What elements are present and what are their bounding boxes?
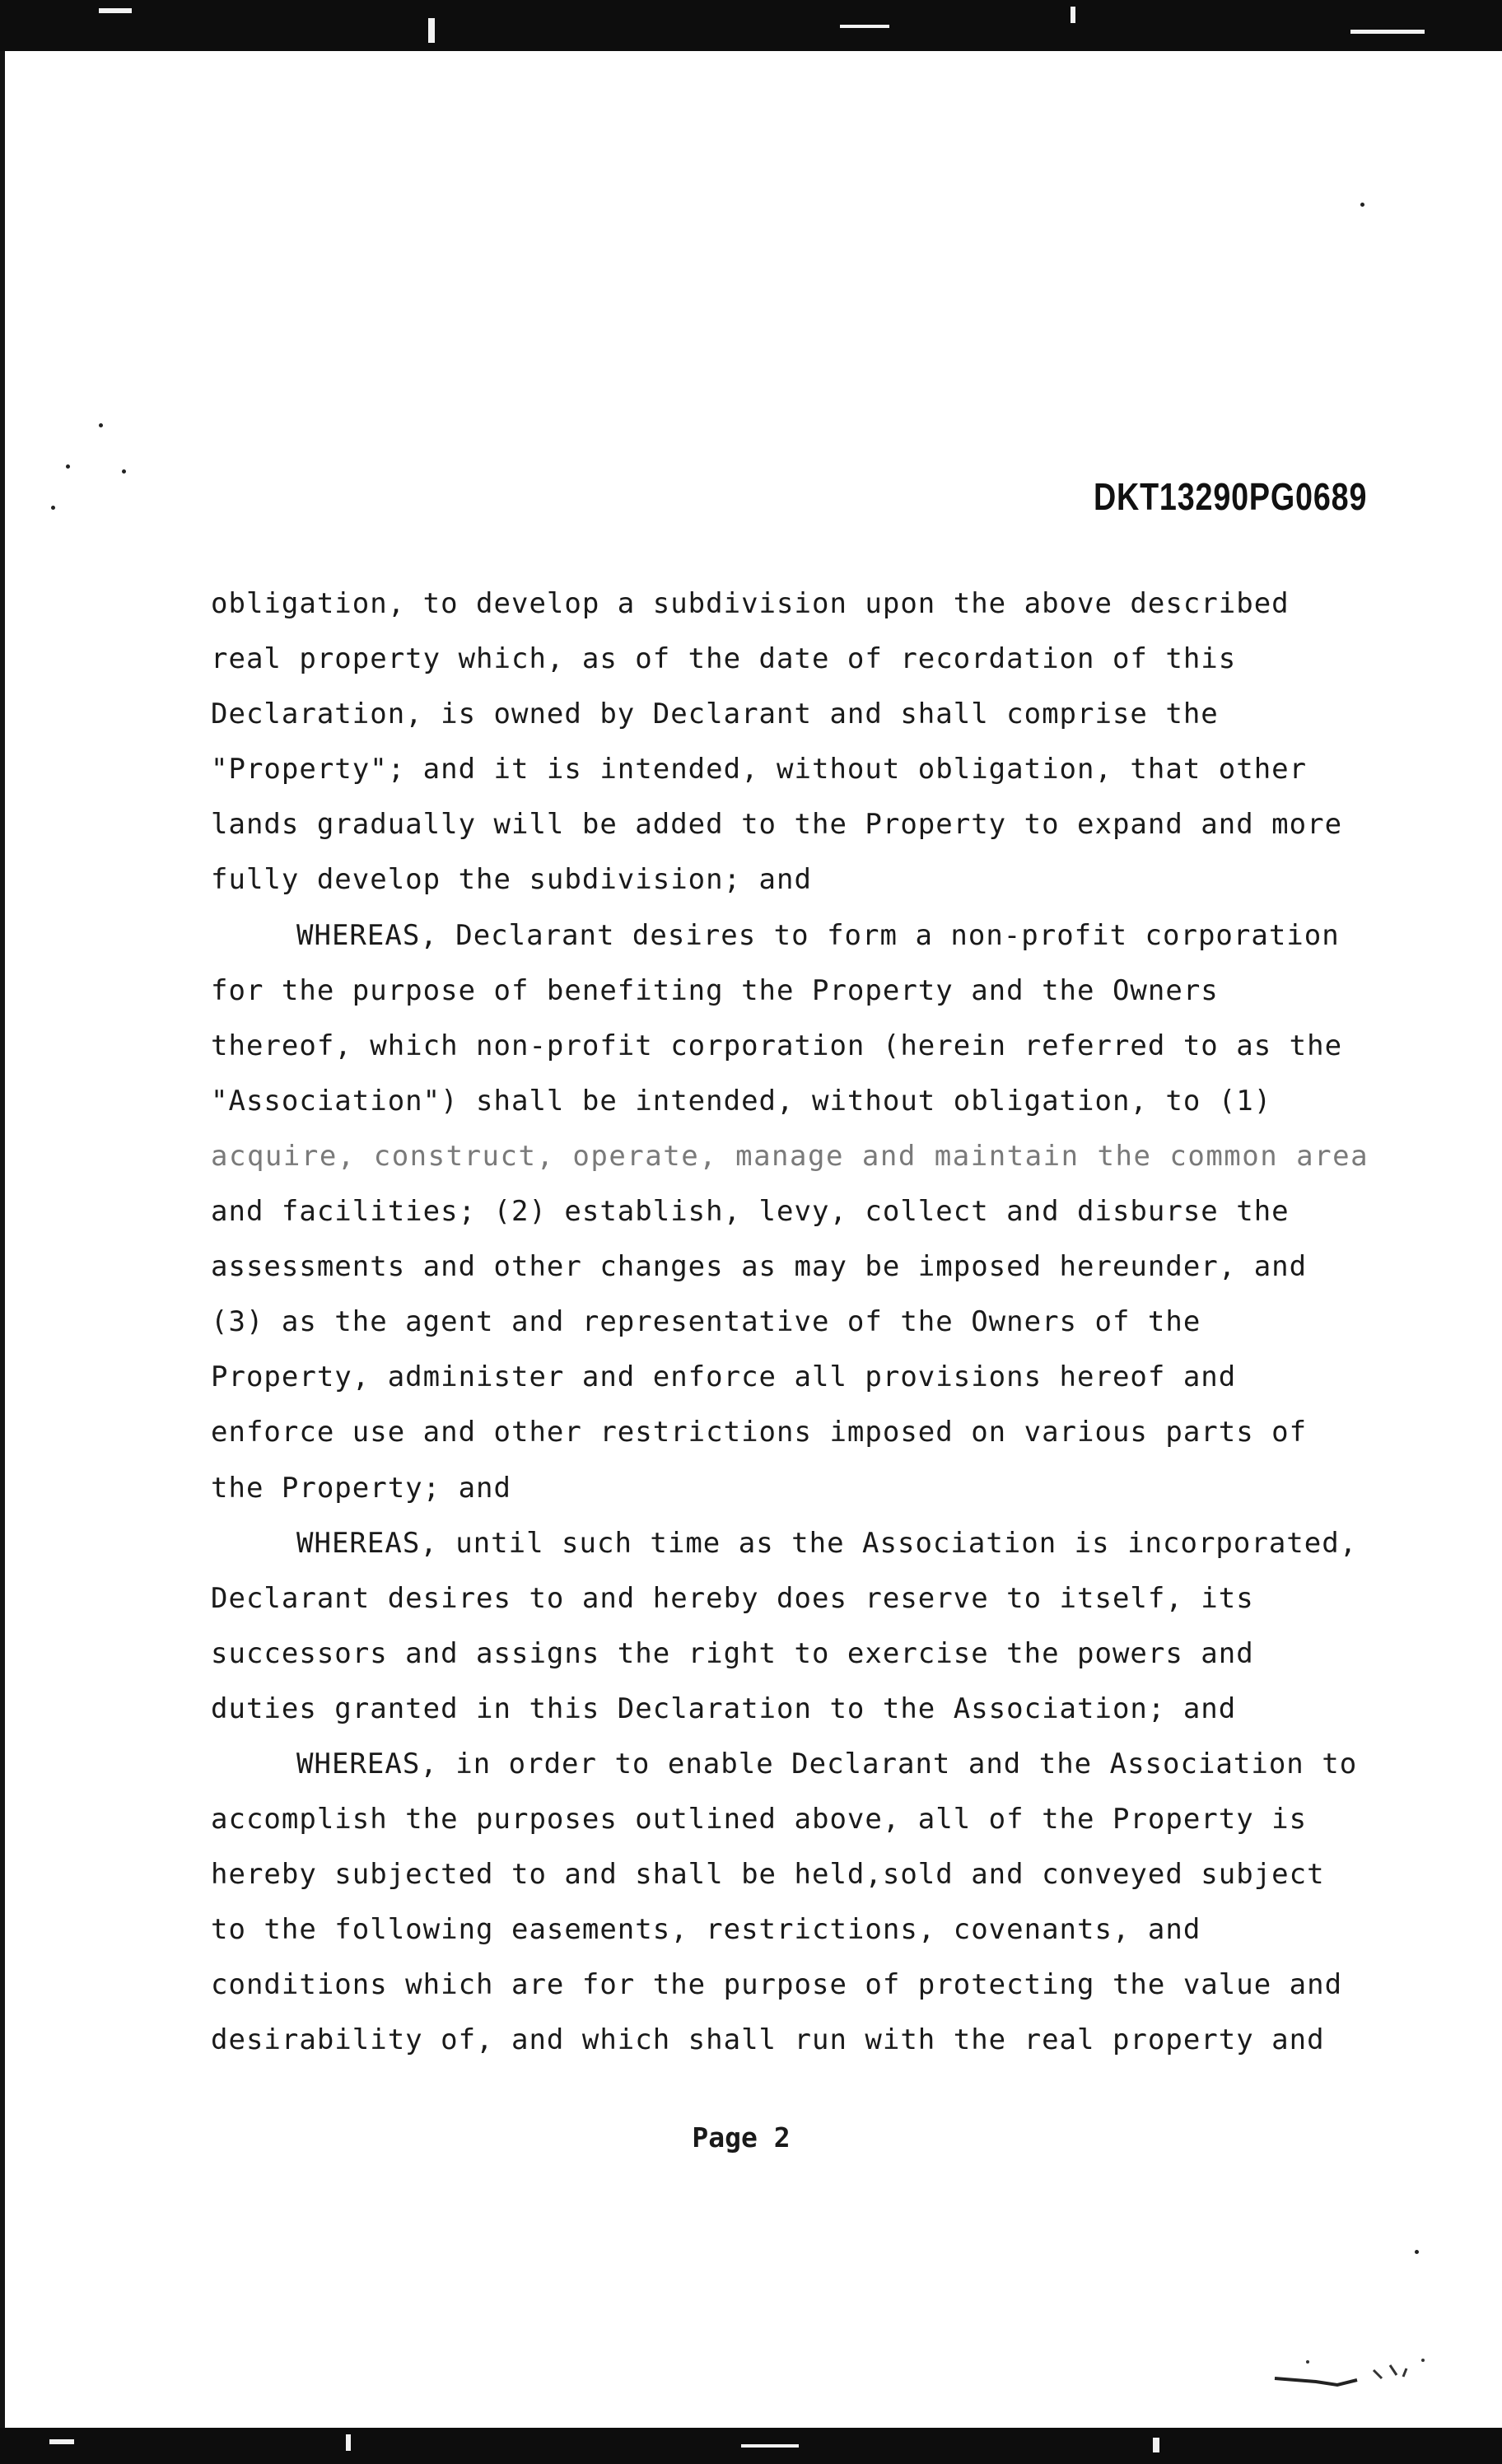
text-line: desirability of, and which shall run with the real property and bbox=[211, 2023, 1325, 2057]
text-line: successors and assigns the right to exercise the powers and bbox=[211, 1636, 1254, 1670]
scan-speck bbox=[66, 464, 70, 469]
paragraph bbox=[211, 1737, 1430, 2069]
text-line: duties granted in this Declaration to the Association; and bbox=[211, 1692, 1237, 1725]
text-line-faded: acquire, construct, operate, manage and maintain the common area bbox=[211, 1139, 1369, 1173]
scan-speck bbox=[99, 423, 103, 427]
text-line: conditions which are for the purpose of protecting the value and bbox=[211, 1968, 1343, 2002]
page-number: Page 2 bbox=[692, 2121, 791, 2154]
scan-border-top bbox=[0, 0, 1502, 51]
text-line: fully develop the subdivision; and bbox=[211, 863, 812, 897]
text-line: obligation, to develop a subdivision upon the above described bbox=[211, 587, 1290, 620]
text-line: for the purpose of benefiting the Property and the Owners bbox=[211, 973, 1219, 1007]
text-line: assessments and other changes as may be imposed hereunder, and bbox=[211, 1250, 1308, 1284]
text-line: and facilities; (2) establish, levy, collect and disburse the bbox=[211, 1195, 1290, 1229]
text-line: real property which, as of the date of recordation of this bbox=[211, 642, 1237, 676]
docket-number: DKT13290PG0689 bbox=[1093, 475, 1367, 518]
scan-speck bbox=[51, 506, 55, 510]
text-line: WHEREAS, until such time as the Association is incorporated, bbox=[296, 1526, 1358, 1560]
text-line: Declarant desires to and hereby does reserve to itself, its bbox=[211, 1581, 1254, 1615]
scan-speck bbox=[1415, 2250, 1419, 2254]
scan-border-left bbox=[0, 51, 5, 2428]
text-line: lands gradually will be added to the Property to expand and more bbox=[211, 808, 1343, 842]
text-line: WHEREAS, in order to enable Declarant and the Association to bbox=[296, 1747, 1358, 1780]
text-line: "Association") shall be intended, without obligation, to (1) bbox=[211, 1084, 1272, 1118]
text-line: the Property; and bbox=[211, 1471, 511, 1505]
text-line: "Property"; and it is intended, without obligation, that other bbox=[211, 753, 1308, 786]
scan-speck bbox=[122, 469, 126, 474]
text-line: hereby subjected to and shall be held,sold and conveyed subject bbox=[211, 1858, 1325, 1892]
text-line: to the following easements, restrictions, covenants, and bbox=[211, 1913, 1201, 1947]
scan-smudge bbox=[1258, 2345, 1472, 2395]
paragraph bbox=[211, 1516, 1430, 1737]
text-line: Property, administer and enforce all provisions hereof and bbox=[211, 1360, 1237, 1394]
paragraph bbox=[211, 576, 1430, 908]
document-body bbox=[211, 576, 1430, 2069]
paragraph bbox=[211, 908, 1430, 1516]
text-line: Declaration, is owned by Declarant and shall comprise the bbox=[211, 698, 1219, 731]
text-line: enforce use and other restrictions imposed on various parts of bbox=[211, 1416, 1308, 1449]
scan-border-bottom bbox=[0, 2428, 1502, 2464]
text-line: (3) as the agent and representative of the Owners of the bbox=[211, 1305, 1201, 1339]
text-line: thereof, which non-profit corporation (herein referred to as the bbox=[211, 1029, 1343, 1062]
text-line: accomplish the purposes outlined above, all of the Property is bbox=[211, 1803, 1308, 1836]
text-line: WHEREAS, Declarant desires to form a non-profit corporation bbox=[296, 918, 1340, 952]
scan-speck bbox=[1360, 203, 1364, 207]
